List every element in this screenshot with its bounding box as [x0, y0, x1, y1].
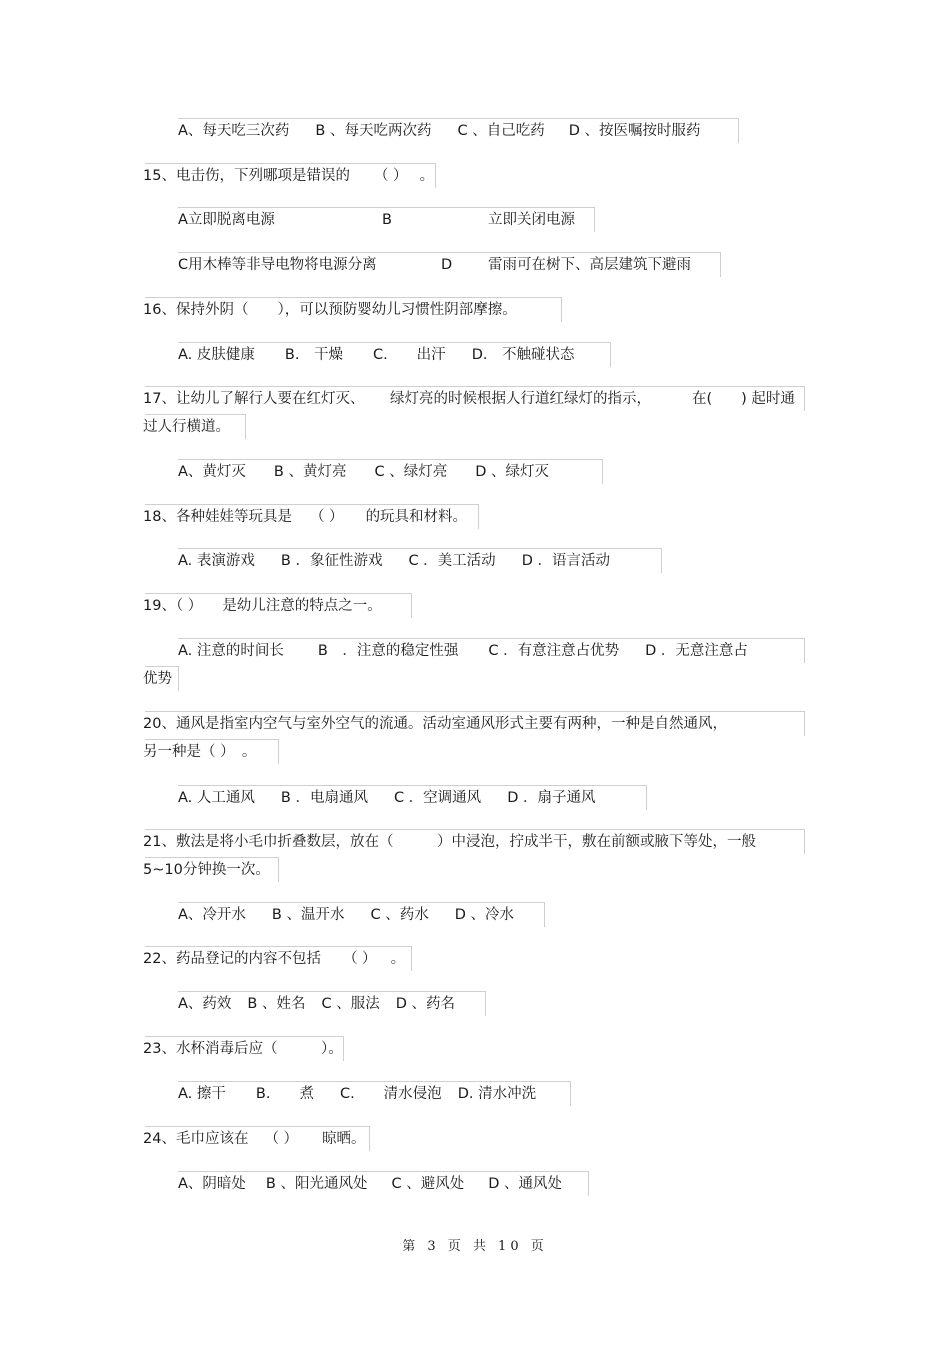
- q14-option-d: D 、按医嘱按时服药: [568, 123, 701, 139]
- q22-end: 。: [390, 951, 406, 967]
- q15-option-d-letter: D: [441, 257, 453, 273]
- q20-line2: 另一种是（ ） 。: [143, 744, 257, 760]
- page-footer: 第 3 页 共 10 页: [402, 1239, 548, 1254]
- q17-option-a: A、黄灯灭: [178, 464, 246, 480]
- q23-options: [178, 1085, 536, 1103]
- q16-option-d: D. 不触碰状态: [471, 347, 575, 363]
- q18-option-a: A. 表演游戏: [178, 553, 255, 569]
- q17-option-c: C 、绿灯亮: [374, 464, 448, 480]
- q24-question: [143, 1130, 366, 1148]
- q24-option-a: A、阴暗处: [178, 1176, 246, 1192]
- q17-options: [178, 463, 549, 481]
- q22-text: 22、药品登记的内容不包括: [143, 951, 321, 967]
- q17-line2: 过人行横道。: [143, 419, 230, 435]
- q22-option-b: B 、姓名: [247, 996, 306, 1012]
- q21-options: [178, 906, 514, 924]
- q16-question: 16、保持外阴（ ），可以预防婴幼儿习惯性阴部摩擦。: [143, 302, 517, 318]
- q15-option-b-letter: B: [382, 212, 392, 228]
- q24-blank: （ ）: [264, 1131, 299, 1147]
- q22-options: [178, 995, 455, 1013]
- q19-option-a: A. 注意的时间长: [178, 643, 284, 659]
- q23-question: 23、水杯消毒后应（ ）。: [143, 1041, 343, 1057]
- q19-tail: 是幼儿注意的特点之一。: [222, 598, 382, 614]
- q14-options: [178, 122, 701, 140]
- q21-option-c: C 、药水: [370, 907, 429, 923]
- q23-option-a: A. 擦干: [178, 1086, 226, 1102]
- q17-line1a: 17、让幼儿了解行人要在红灯灭、: [143, 391, 365, 407]
- q15-blank: （ ）: [373, 168, 408, 184]
- q24-tail: 晾晒。: [322, 1131, 366, 1147]
- q22-blank: （ ）: [342, 951, 377, 967]
- q15-end: 。: [419, 168, 435, 184]
- q24-options: [178, 1175, 562, 1193]
- q23-option-c: C. 清水侵泡: [339, 1086, 442, 1102]
- q21-option-a: A、冷开水: [178, 907, 246, 923]
- q19-options: [178, 642, 748, 660]
- q14-option-b: B 、每天吃两次药: [315, 123, 432, 139]
- q20-option-a: A. 人工通风: [178, 790, 255, 806]
- q18-text: 18、各种娃娃等玩具是: [143, 509, 292, 525]
- q19-wrap: 优势: [143, 671, 172, 687]
- q20-option-c: C ．空调通风: [393, 790, 482, 806]
- q15-option-a: A立即脱离电源: [178, 212, 275, 228]
- q19-question: [143, 597, 382, 615]
- q22-question: [143, 950, 405, 968]
- q24-option-b: B 、阳光通风处: [265, 1176, 368, 1192]
- q22-option-a: A、药效: [178, 996, 232, 1012]
- q20-options: [178, 789, 595, 807]
- q15-option-d-text: 雷雨可在树下、高层建筑下避雨: [488, 257, 691, 273]
- q24-text: 24、毛巾应该在: [143, 1131, 249, 1147]
- q21-line2: 5~10分钟换一次。: [143, 862, 270, 878]
- q17-option-d: D 、绿灯灭: [475, 464, 549, 480]
- q18-blank: （ ）: [309, 509, 344, 525]
- q20-option-b: B ．电扇通风: [280, 790, 368, 806]
- q17-line1b: 绿灯亮的时候根据人行道红绿灯的指示，: [390, 391, 651, 407]
- q24-option-d: D 、通风处: [488, 1176, 562, 1192]
- q15-question: [143, 167, 434, 185]
- q20-option-d: D ．扇子通风: [507, 790, 596, 806]
- q21-option-b: B 、温开水: [271, 907, 345, 923]
- q20-line1: 20、通风是指室内空气与室外空气的流通。活动室通风形式主要有两种，一种是自然通风，: [143, 716, 727, 732]
- q17-option-b: B 、黄灯亮: [273, 464, 347, 480]
- q22-option-d: D 、药名: [395, 996, 455, 1012]
- q19-text: 19、（ ）: [143, 598, 203, 614]
- q18-options: [178, 552, 610, 570]
- q16-option-c: C. 出汗: [372, 347, 446, 363]
- q19-option-c: C ．有意注意占优势: [488, 643, 620, 659]
- q18-question: [143, 508, 467, 526]
- q14-option-c: C 、自己吃药: [457, 123, 545, 139]
- q22-option-c: C 、服法: [321, 996, 380, 1012]
- q24-option-c: C 、避风处: [391, 1176, 465, 1192]
- q23-option-b: B. 煮: [255, 1086, 314, 1102]
- q19-option-b: B ．注意的稳定性强: [317, 643, 459, 659]
- q18-tail: 的玩具和材料。: [365, 509, 468, 525]
- q18-option-c: C ．美工活动: [408, 553, 496, 569]
- q17-line1c: 在( ) 起时通: [692, 391, 795, 407]
- q21-line1: 21、敷法是将小毛巾折叠数层，放在（ ）中浸泡，拧成半干，敷在前额或腋下等处，一般: [143, 834, 756, 850]
- q16-option-b: B. 干燥: [284, 347, 343, 363]
- q21-option-d: D 、冷水: [454, 907, 514, 923]
- q18-option-b: B ．象征性游戏: [280, 553, 383, 569]
- q15-option-c: C用木棒等非导电物将电源分离: [178, 257, 377, 273]
- q15-option-b-text: 立即关闭电源: [488, 212, 575, 228]
- q16-option-a: A. 皮肤健康: [178, 347, 255, 363]
- q16-options: [178, 346, 574, 364]
- q18-option-d: D ．语言活动: [521, 553, 610, 569]
- q23-option-d: D. 清水冲洗: [457, 1086, 537, 1102]
- q19-option-d: D ．无意注意占: [645, 643, 748, 659]
- q14-option-a: A、每天吃三次药: [178, 123, 290, 139]
- q15-text: 15、电击伤，下列哪项是错误的: [143, 168, 350, 184]
